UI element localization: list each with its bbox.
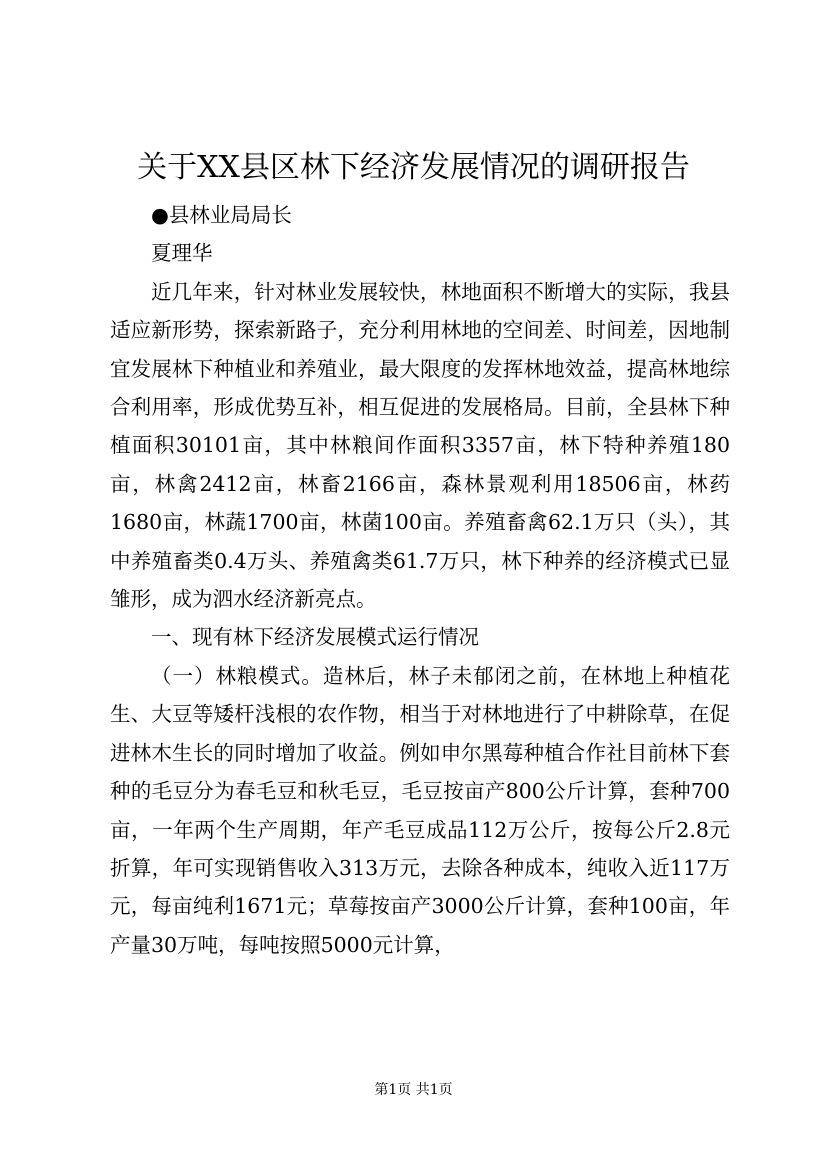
author-role: ●县林业局局长 — [151, 203, 292, 227]
paragraph-forest-grain-model: （一）林粮模式。造林后，林子未郁闭之前，在林地上种植花生、大豆等矮杆浅根的农作物，相当于对林地进行了中耕除草，在促进林木生长的同时增加了收益。例如申尔黑莓种植合作社目前林下套种的毛豆分为春毛豆和秋毛豆，毛豆按亩产800公斤计算，套种700亩，一年两个生产周期，年产毛豆成品112万公斤，按每公斤2.8元折算，年可实现销售收入313万元，去除各种成本，纯收入近117万元，每亩纯利1671元；草莓按亩产3000公斤计算，套种100亩，年产量30万吨，每吨按照5000元计算， — [110, 663, 730, 957]
document-title: 关于XX县区林下经济发展情况的调研报告 — [137, 150, 690, 185]
paragraph-intro: 近几年来，针对林业发展较快，林地面积不断增大的实际，我县适应新形势，探索新路子，充分利用林地的空间差、时间差，因地制宜发展林下种植业和养殖业，最大限度的发挥林地效益，提高林地综合利用率，形成优势互补，相互促进的发展格局。目前，全县林下种植面积30101亩，其中林粮间作面积3357亩，林下特种养殖180亩，林禽2412亩，林畜2166亩，森林景观利用18506亩，林药1680亩，林蔬1700亩，林菌100亩。养殖畜禽62.1万只（头），其中养殖畜类0.4万头、养殖禽类61.7万只，林下种养的经济模式已显雏形，成为泗水经济新亮点。 — [110, 279, 730, 612]
author-name: 夏理华 — [151, 241, 213, 266]
section-heading: 一、现有林下经济发展模式运行情况 — [151, 625, 479, 650]
page-footer: 第1页 共1页 — [374, 1082, 453, 1098]
document-body — [110, 196, 730, 964]
